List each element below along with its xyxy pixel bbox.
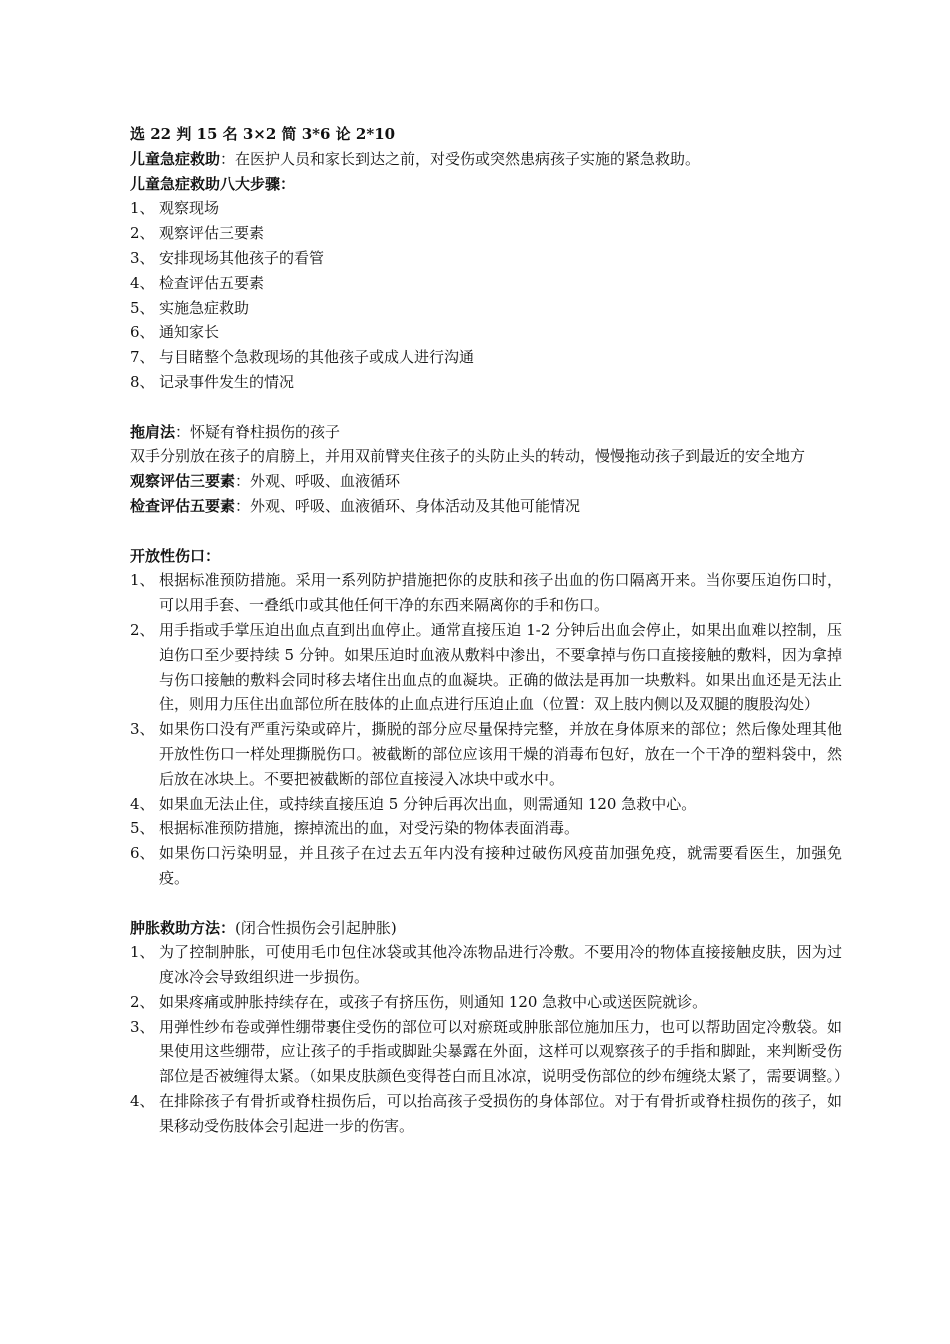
list-item xyxy=(130,1015,850,1089)
item-text: 用弹性纱布卷或弹性绷带裹住受伤的部位可以对瘀斑或肿胀部位施加压力，也可以帮助固定冷敷袋。如果使用这些绷带，应让孩子的手指或脚趾尖暴露在外面，这样可以观察孩子的手指和脚趾，来判断受伤部位是否被缠得太紧。（如果皮肤颜色变得苍白而且冰凉，说明受伤部位的纱布缠绕太紧了，需要调整。） xyxy=(159,1017,850,1086)
item-text: 观察现场 xyxy=(159,199,220,218)
list-item xyxy=(130,717,842,791)
list-item xyxy=(130,1089,842,1139)
shoulder-drag-text: ：怀疑有脊柱损伤的孩子 xyxy=(175,422,341,441)
item-number: 1、 xyxy=(130,571,155,590)
item-text: 如果疼痛或肿胀持续存在，或孩子有挤压伤，则通知 120 急救中心或送医院就诊。 xyxy=(159,992,708,1011)
shoulder-drag-term: 拖肩法 xyxy=(130,422,176,441)
item-text: 通知家长 xyxy=(159,323,220,342)
item-number: 3、 xyxy=(130,720,155,739)
item-number: 1、 xyxy=(130,943,155,962)
document-page xyxy=(130,122,850,1139)
list-item xyxy=(130,345,842,370)
item-text: 检查评估五要素 xyxy=(159,273,265,292)
swelling-title: 肿胀救助方法： xyxy=(130,918,236,937)
five-elements-term: 检查评估五要素 xyxy=(130,496,236,515)
list-item xyxy=(130,792,842,817)
item-number: 4、 xyxy=(130,273,155,292)
item-number: 5、 xyxy=(130,298,155,317)
item-text: 如果伤口没有严重污染或碎片，撕脱的部分应尽量保持完整，并放在身体原来的部位；然后像处理其他开放性伤口一样处理撕脱伤口。被截断的部位应该用干燥的消毒布包好，放在一个干净的塑料袋中，然后放在冰块上。不要把被截断的部位直接浸入冰块中或水中。 xyxy=(159,720,842,788)
shoulder-drag-line xyxy=(130,420,842,445)
list-item xyxy=(130,221,842,246)
five-elements-line xyxy=(130,494,842,519)
list-item xyxy=(130,271,842,296)
item-text: 根据标准预防措施，擦掉流出的血，对受污染的物体表面消毒。 xyxy=(159,819,580,838)
three-elements-line xyxy=(130,469,842,494)
five-elements-text: ：外观、呼吸、血液循环、身体活动及其他可能情况 xyxy=(235,496,581,515)
open-wound-title: 开放性伤口： xyxy=(130,546,221,565)
item-text: 实施急症救助 xyxy=(159,298,250,317)
list-item xyxy=(130,296,842,321)
item-text: 在排除孩子有骨折或脊柱损伤后，可以抬高孩子受损伤的身体部位。对于有骨折或脊柱损伤的孩子，如果移动受伤肢体会引起进一步的伤害。 xyxy=(159,1092,842,1135)
swelling-subtitle: (闭合性损伤会引起肿胀) xyxy=(235,918,397,937)
steps-title: 儿童急症救助八大步骤： xyxy=(130,174,296,193)
shoulder-drag-description: 双手分别放在孩子的肩膀上，并用双前臂夹住孩子的头防止头的转动，慢慢拖动孩子到最近的安全地方 xyxy=(130,447,806,466)
item-text: 如果血无法止住，或持续直接压迫 5 分钟后再次出血，则需通知 120 急救中心。 xyxy=(159,794,697,813)
list-item xyxy=(130,816,842,841)
item-number: 6、 xyxy=(130,844,155,863)
item-number: 3、 xyxy=(130,248,155,267)
three-elements-term: 观察评估三要素 xyxy=(130,472,236,491)
definition-term: 儿童急症救助 xyxy=(130,149,221,168)
item-number: 6、 xyxy=(130,323,155,342)
item-text: 用手指或手掌压迫出血点直到出血停止。通常直接压迫 1-2 分钟后出血会停止，如果出血难以控制，压迫伤口至少要持续 5 分钟。如果压迫时血液从敷料中渗出，不要拿掉与伤口直接接触的敷料，因为拿掉与伤口接触的敷料会同时移去堵住出血点的血凝块。正确的做法是再加一块敷料。如果出血还是无法止住，则用力压住出血部位所在肢体的止血点进行压迫止血（位置：双上肢内侧以及双腿的腹股沟处） xyxy=(159,620,842,714)
swelling-list xyxy=(130,940,850,1138)
list-item xyxy=(130,196,842,221)
item-number: 2、 xyxy=(130,224,155,243)
item-number: 4、 xyxy=(130,794,155,813)
list-item xyxy=(130,246,842,271)
item-text: 与目睹整个急救现场的其他孩子或成人进行沟通 xyxy=(159,348,475,367)
item-text: 记录事件发生的情况 xyxy=(159,372,295,391)
open-wound-list xyxy=(130,568,842,890)
swelling-title-line xyxy=(130,916,842,941)
item-text: 安排现场其他孩子的看管 xyxy=(159,248,325,267)
item-number: 1、 xyxy=(130,199,155,218)
list-item xyxy=(130,568,842,618)
item-number: 7、 xyxy=(130,348,155,367)
list-item xyxy=(130,370,842,395)
list-item xyxy=(130,320,842,345)
list-item xyxy=(130,841,842,891)
spacer xyxy=(130,395,842,420)
steps-list xyxy=(130,196,842,394)
item-number: 8、 xyxy=(130,372,155,391)
definition-text: ：在医护人员和家长到达之前，对受伤或突然患病孩子实施的紧急救助。 xyxy=(220,149,701,168)
item-number: 2、 xyxy=(130,620,155,639)
definition-line xyxy=(130,147,842,172)
item-number: 5、 xyxy=(130,819,155,838)
list-item xyxy=(130,990,842,1015)
item-number: 4、 xyxy=(130,1092,155,1111)
item-number: 3、 xyxy=(130,1017,155,1036)
list-item xyxy=(130,940,842,990)
three-elements-text: ：外观、呼吸、血液循环 xyxy=(235,472,401,491)
item-number: 2、 xyxy=(130,992,155,1011)
spacer xyxy=(130,891,842,916)
item-text: 为了控制肿胀，可使用毛巾包住冰袋或其他冷冻物品进行冷敷。不要用冷的物体直接接触皮肤，因为过度冰冷会导致组织进一步损伤。 xyxy=(159,943,842,987)
item-text: 根据标准预防措施。采用一系列防护措施把你的皮肤和孩子出血的伤口隔离开来。当你要压迫伤口时，可以用手套、一叠纸巾或其他任何干净的东西来隔离你的手和伤口。 xyxy=(159,571,842,615)
spacer xyxy=(130,519,842,544)
list-item xyxy=(130,618,842,717)
item-text: 观察评估三要素 xyxy=(159,224,265,243)
exam-format-header: 选 22 判 15 名 3×2 简 3*6 论 2*10 xyxy=(130,125,396,143)
item-text: 如果伤口污染明显，并且孩子在过去五年内没有接种过破伤风疫苗加强免疫，就需要看医生，加强免疫。 xyxy=(159,844,842,887)
